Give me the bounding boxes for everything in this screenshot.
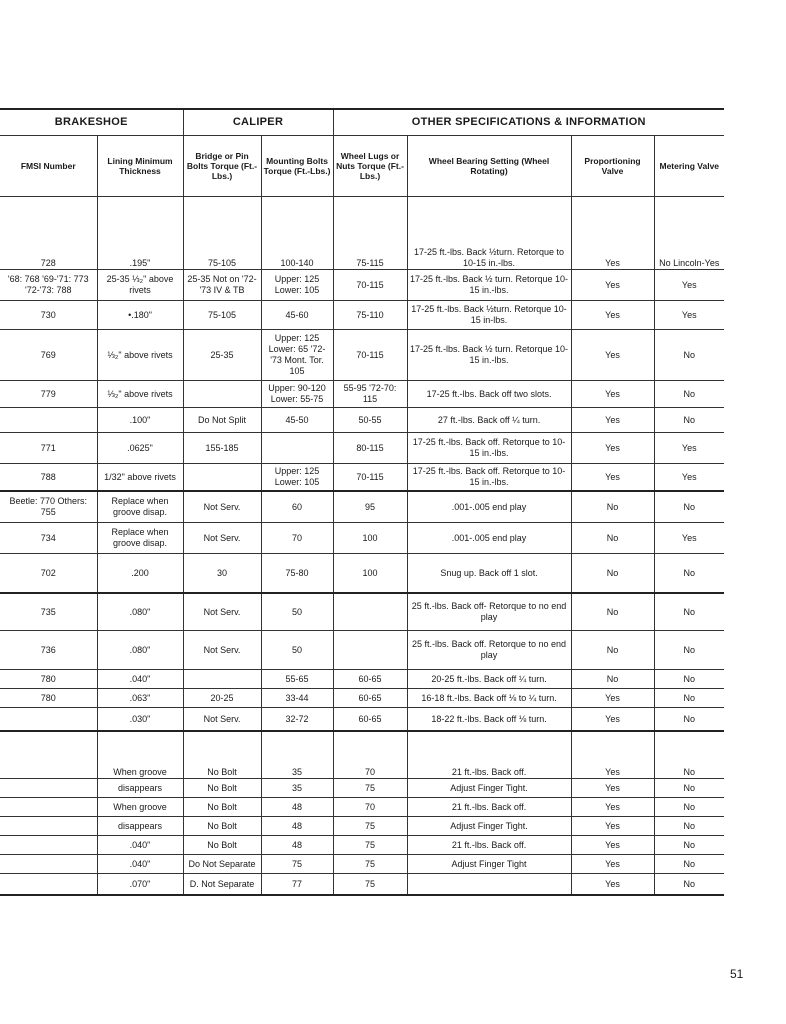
cell-bridge: 25-35 Not on '72-'73 IV & TB bbox=[183, 270, 261, 301]
cell-fmsi bbox=[0, 779, 97, 798]
cell-meter: No bbox=[654, 731, 724, 779]
cell-mounting: 48 bbox=[261, 817, 333, 836]
cell-bridge: Not Serv. bbox=[183, 708, 261, 732]
page-number: 51 bbox=[730, 967, 744, 981]
cell-prop: Yes bbox=[571, 270, 654, 301]
cell-fmsi: 780 bbox=[0, 689, 97, 708]
cell-mounting: 77 bbox=[261, 874, 333, 896]
bearing-column-header: Wheel Bearing Setting (Wheel Rotating) bbox=[407, 136, 571, 197]
cell-lining: ⅓₂" above rivets bbox=[97, 381, 183, 408]
cell-lugs: 55-95 '72-70: 115 bbox=[333, 381, 407, 408]
cell-meter: No bbox=[654, 330, 724, 381]
cell-lugs: 60-65 bbox=[333, 708, 407, 732]
cell-fmsi: 728 bbox=[0, 197, 97, 270]
cell-lining: When groove bbox=[97, 731, 183, 779]
cell-bearing: 27 ft.-lbs. Back off ¼ turn. bbox=[407, 408, 571, 433]
cell-bearing: 20-25 ft.-lbs. Back off ¼ turn. bbox=[407, 670, 571, 689]
cell-fmsi: '68: 768 '69-'71: 773 '72-'73: 788 bbox=[0, 270, 97, 301]
cell-fmsi: Beetle: 770 Others: 755 bbox=[0, 491, 97, 523]
table-row bbox=[0, 464, 724, 492]
cell-mounting: 35 bbox=[261, 731, 333, 779]
cell-lining: .040" bbox=[97, 855, 183, 874]
cell-mounting: 45-50 bbox=[261, 408, 333, 433]
table-row bbox=[0, 270, 724, 301]
table-row bbox=[0, 593, 724, 631]
cell-bearing: 17-25 ft.-lbs. Back ½ turn. Retorque 10-15 in.-lbs. bbox=[407, 270, 571, 301]
cell-lining: When groove bbox=[97, 798, 183, 817]
bridge-column-header: Bridge or Pin Bolts Torque (Ft.-Lbs.) bbox=[183, 136, 261, 197]
cell-meter: No bbox=[654, 874, 724, 896]
cell-bearing: 25 ft.-lbs. Back off- Retorque to no end play bbox=[407, 593, 571, 631]
cell-bridge: Not Serv. bbox=[183, 593, 261, 631]
cell-meter: No bbox=[654, 381, 724, 408]
cell-prop: Yes bbox=[571, 708, 654, 732]
cell-lining: .195" bbox=[97, 197, 183, 270]
cell-fmsi: 788 bbox=[0, 464, 97, 492]
cell-mounting: 60 bbox=[261, 491, 333, 523]
cell-mounting bbox=[261, 433, 333, 464]
cell-lugs: 75 bbox=[333, 855, 407, 874]
table-row bbox=[0, 817, 724, 836]
cell-lugs: 60-65 bbox=[333, 670, 407, 689]
cell-bridge: 30 bbox=[183, 554, 261, 594]
cell-lining: disappears bbox=[97, 779, 183, 798]
cell-lugs: 75 bbox=[333, 817, 407, 836]
cell-mounting: 55-65 bbox=[261, 670, 333, 689]
cell-lugs: 70 bbox=[333, 731, 407, 779]
table-row bbox=[0, 554, 724, 594]
cell-lugs: 75 bbox=[333, 874, 407, 896]
cell-fmsi bbox=[0, 836, 97, 855]
cell-fmsi: 771 bbox=[0, 433, 97, 464]
cell-mounting: 33-44 bbox=[261, 689, 333, 708]
cell-meter: No bbox=[654, 631, 724, 670]
lining-column-header: Lining Minimum Thickness bbox=[97, 136, 183, 197]
table-row bbox=[0, 731, 724, 779]
cell-fmsi: 734 bbox=[0, 523, 97, 554]
cell-lining: Replace when groove disap. bbox=[97, 523, 183, 554]
cell-bearing: Adjust Finger Tight bbox=[407, 855, 571, 874]
cell-bridge bbox=[183, 670, 261, 689]
table-row bbox=[0, 836, 724, 855]
cell-prop: No bbox=[571, 631, 654, 670]
cell-prop: Yes bbox=[571, 836, 654, 855]
cell-bearing: 21 ft.-lbs. Back off. bbox=[407, 731, 571, 779]
table-row bbox=[0, 381, 724, 408]
cell-mounting: 45-60 bbox=[261, 301, 333, 330]
brake-spec-table bbox=[0, 108, 724, 896]
cell-bridge: 75-105 bbox=[183, 197, 261, 270]
table-row bbox=[0, 708, 724, 732]
cell-bearing: Snug up. Back off 1 slot. bbox=[407, 554, 571, 594]
cell-fmsi bbox=[0, 855, 97, 874]
table-row bbox=[0, 330, 724, 381]
cell-meter: No bbox=[654, 708, 724, 732]
mounting-column-header: Mounting Bolts Torque (Ft.-Lbs.) bbox=[261, 136, 333, 197]
table-row bbox=[0, 855, 724, 874]
cell-mounting: Upper: 90-120 Lower: 55-75 bbox=[261, 381, 333, 408]
cell-lining: ⅓₂" above rivets bbox=[97, 330, 183, 381]
cell-bearing: .001-.005 end play bbox=[407, 523, 571, 554]
cell-lugs bbox=[333, 631, 407, 670]
cell-fmsi bbox=[0, 874, 97, 896]
cell-lugs: 70-115 bbox=[333, 330, 407, 381]
cell-lugs: 75-115 bbox=[333, 197, 407, 270]
cell-bridge: Not Serv. bbox=[183, 491, 261, 523]
table-row bbox=[0, 779, 724, 798]
cell-fmsi bbox=[0, 408, 97, 433]
cell-bearing: 17-25 ft.-lbs. Back off two slots. bbox=[407, 381, 571, 408]
cell-mounting: 35 bbox=[261, 779, 333, 798]
table-row bbox=[0, 491, 724, 523]
cell-fmsi: 780 bbox=[0, 670, 97, 689]
cell-bearing bbox=[407, 874, 571, 896]
cell-lining: .030" bbox=[97, 708, 183, 732]
cell-lugs: 80-115 bbox=[333, 433, 407, 464]
cell-bearing: .001-.005 end play bbox=[407, 491, 571, 523]
table-row bbox=[0, 433, 724, 464]
cell-meter: No bbox=[654, 593, 724, 631]
cell-meter: Yes bbox=[654, 464, 724, 492]
cell-bearing: 17-25 ft.-lbs. Back ½turn. Retorque to 10-15 in.-lbs. bbox=[407, 197, 571, 270]
cell-prop: Yes bbox=[571, 779, 654, 798]
cell-lugs: 70-115 bbox=[333, 464, 407, 492]
table-row bbox=[0, 408, 724, 433]
cell-bearing: 25 ft.-lbs. Back off. Retorque to no end play bbox=[407, 631, 571, 670]
cell-mounting: 75 bbox=[261, 855, 333, 874]
cell-prop: Yes bbox=[571, 381, 654, 408]
cell-mounting: 50 bbox=[261, 593, 333, 631]
table-row bbox=[0, 798, 724, 817]
cell-bridge: No Bolt bbox=[183, 836, 261, 855]
cell-lining: .080" bbox=[97, 631, 183, 670]
cell-mounting: 70 bbox=[261, 523, 333, 554]
cell-lugs: 95 bbox=[333, 491, 407, 523]
cell-prop: No bbox=[571, 523, 654, 554]
column-header-row bbox=[0, 136, 724, 197]
lugs-column-header: Wheel Lugs or Nuts Torque (Ft.-Lbs.) bbox=[333, 136, 407, 197]
brakeshoe-header: BRAKESHOE bbox=[0, 109, 183, 136]
cell-mounting: 75-80 bbox=[261, 554, 333, 594]
cell-mounting: 100-140 bbox=[261, 197, 333, 270]
cell-lugs: 50-55 bbox=[333, 408, 407, 433]
cell-lining: .100" bbox=[97, 408, 183, 433]
cell-bridge: Do Not Separate bbox=[183, 855, 261, 874]
cell-bearing: 21 ft.-lbs. Back off. bbox=[407, 836, 571, 855]
cell-prop: No bbox=[571, 554, 654, 594]
cell-bearing: 17-25 ft.-lbs. Back off. Retorque to 10-15 in.-lbs. bbox=[407, 433, 571, 464]
cell-fmsi: 730 bbox=[0, 301, 97, 330]
cell-meter: Yes bbox=[654, 433, 724, 464]
cell-mounting: 50 bbox=[261, 631, 333, 670]
cell-bridge: Not Serv. bbox=[183, 523, 261, 554]
cell-mounting: 48 bbox=[261, 798, 333, 817]
cell-fmsi: 735 bbox=[0, 593, 97, 631]
cell-mounting: Upper: 125 Lower: 105 bbox=[261, 464, 333, 492]
cell-bearing: Adjust Finger Tight. bbox=[407, 817, 571, 836]
cell-bridge: 75-105 bbox=[183, 301, 261, 330]
cell-lugs: 75 bbox=[333, 836, 407, 855]
cell-meter: No bbox=[654, 670, 724, 689]
cell-prop: Yes bbox=[571, 874, 654, 896]
cell-meter: Yes bbox=[654, 523, 724, 554]
cell-lugs bbox=[333, 593, 407, 631]
cell-lining: .200 bbox=[97, 554, 183, 594]
cell-lining: .080" bbox=[97, 593, 183, 631]
cell-meter: No bbox=[654, 855, 724, 874]
cell-bridge: No Bolt bbox=[183, 817, 261, 836]
cell-fmsi: 769 bbox=[0, 330, 97, 381]
cell-lugs: 75 bbox=[333, 779, 407, 798]
cell-fmsi bbox=[0, 708, 97, 732]
cell-bearing: 17-25 ft.-lbs. Back ½ turn. Retorque 10-15 in.-lbs. bbox=[407, 330, 571, 381]
cell-meter: Yes bbox=[654, 270, 724, 301]
cell-prop: Yes bbox=[571, 817, 654, 836]
cell-fmsi: 736 bbox=[0, 631, 97, 670]
cell-bridge: No Bolt bbox=[183, 779, 261, 798]
cell-prop: Yes bbox=[571, 197, 654, 270]
table-row bbox=[0, 197, 724, 270]
cell-prop: Yes bbox=[571, 689, 654, 708]
cell-bridge: D. Not Separate bbox=[183, 874, 261, 896]
cell-prop: No bbox=[571, 593, 654, 631]
table-row bbox=[0, 689, 724, 708]
cell-prop: Yes bbox=[571, 464, 654, 492]
caliper-header: CALIPER bbox=[183, 109, 333, 136]
cell-bridge: 155-185 bbox=[183, 433, 261, 464]
cell-bearing: 21 ft.-lbs. Back off. bbox=[407, 798, 571, 817]
cell-lugs: 100 bbox=[333, 523, 407, 554]
cell-meter: Yes bbox=[654, 301, 724, 330]
cell-bearing: 16-18 ft.-lbs. Back off ⅛ to ¼ turn. bbox=[407, 689, 571, 708]
cell-lining: .0625" bbox=[97, 433, 183, 464]
table-row bbox=[0, 670, 724, 689]
cell-lining: 25-35 ⅓₂" above rivets bbox=[97, 270, 183, 301]
cell-fmsi: 702 bbox=[0, 554, 97, 594]
cell-bridge: Do Not Split bbox=[183, 408, 261, 433]
fmsi-column-header: FMSI Number bbox=[0, 136, 97, 197]
cell-bearing: 17-25 ft.-lbs. Back off. Retorque to 10-15 in.-lbs. bbox=[407, 464, 571, 492]
cell-mounting: 32-72 bbox=[261, 708, 333, 732]
cell-lugs: 60-65 bbox=[333, 689, 407, 708]
cell-prop: Yes bbox=[571, 855, 654, 874]
cell-fmsi bbox=[0, 731, 97, 779]
cell-bridge: No Bolt bbox=[183, 731, 261, 779]
cell-prop: No bbox=[571, 670, 654, 689]
cell-meter: No bbox=[654, 836, 724, 855]
cell-lugs: 70-115 bbox=[333, 270, 407, 301]
table-row bbox=[0, 874, 724, 896]
cell-mounting: Upper: 125 Lower: 65 '72-'73 Mont. Tor. 105 bbox=[261, 330, 333, 381]
cell-bearing: 18-22 ft.-lbs. Back off ⅛ turn. bbox=[407, 708, 571, 732]
cell-meter: No bbox=[654, 554, 724, 594]
cell-meter: No bbox=[654, 408, 724, 433]
cell-meter: No bbox=[654, 798, 724, 817]
cell-lugs: 100 bbox=[333, 554, 407, 594]
cell-bridge: 20-25 bbox=[183, 689, 261, 708]
cell-lining: disappears bbox=[97, 817, 183, 836]
cell-bearing: 17-25 ft.-lbs. Back ½turn. Retorque 10-15 in-lbs. bbox=[407, 301, 571, 330]
metering-column-header: Metering Valve bbox=[654, 136, 724, 197]
cell-meter: No bbox=[654, 689, 724, 708]
other-specs-header: OTHER SPECIFICATIONS & INFORMATION bbox=[333, 109, 724, 136]
cell-bridge bbox=[183, 381, 261, 408]
cell-mounting: Upper: 125 Lower: 105 bbox=[261, 270, 333, 301]
cell-prop: Yes bbox=[571, 408, 654, 433]
cell-lugs: 70 bbox=[333, 798, 407, 817]
cell-lining: .070" bbox=[97, 874, 183, 896]
cell-lining: 1/32" above rivets bbox=[97, 464, 183, 492]
cell-mounting: 48 bbox=[261, 836, 333, 855]
cell-bridge: No Bolt bbox=[183, 798, 261, 817]
cell-bearing: Adjust Finger Tight. bbox=[407, 779, 571, 798]
cell-meter: No bbox=[654, 779, 724, 798]
table-row bbox=[0, 631, 724, 670]
table-row bbox=[0, 523, 724, 554]
cell-meter: No bbox=[654, 817, 724, 836]
cell-prop: No bbox=[571, 491, 654, 523]
cell-meter: No Lincoln-Yes bbox=[654, 197, 724, 270]
cell-prop: Yes bbox=[571, 433, 654, 464]
cell-lining: Replace when groove disap. bbox=[97, 491, 183, 523]
cell-lining: .063" bbox=[97, 689, 183, 708]
cell-prop: Yes bbox=[571, 330, 654, 381]
cell-fmsi bbox=[0, 817, 97, 836]
cell-lining: .040" bbox=[97, 836, 183, 855]
cell-meter: No bbox=[654, 491, 724, 523]
cell-prop: Yes bbox=[571, 798, 654, 817]
cell-bridge bbox=[183, 464, 261, 492]
cell-prop: Yes bbox=[571, 301, 654, 330]
table-body bbox=[0, 197, 724, 896]
cell-bridge: Not Serv. bbox=[183, 631, 261, 670]
cell-lining: •.180" bbox=[97, 301, 183, 330]
cell-fmsi bbox=[0, 798, 97, 817]
table-row bbox=[0, 301, 724, 330]
group-header-row bbox=[0, 109, 724, 136]
proportioning-column-header: Proportioning Valve bbox=[571, 136, 654, 197]
cell-bridge: 25-35 bbox=[183, 330, 261, 381]
cell-fmsi: 779 bbox=[0, 381, 97, 408]
cell-prop: Yes bbox=[571, 731, 654, 779]
cell-lugs: 75-110 bbox=[333, 301, 407, 330]
cell-lining: .040" bbox=[97, 670, 183, 689]
